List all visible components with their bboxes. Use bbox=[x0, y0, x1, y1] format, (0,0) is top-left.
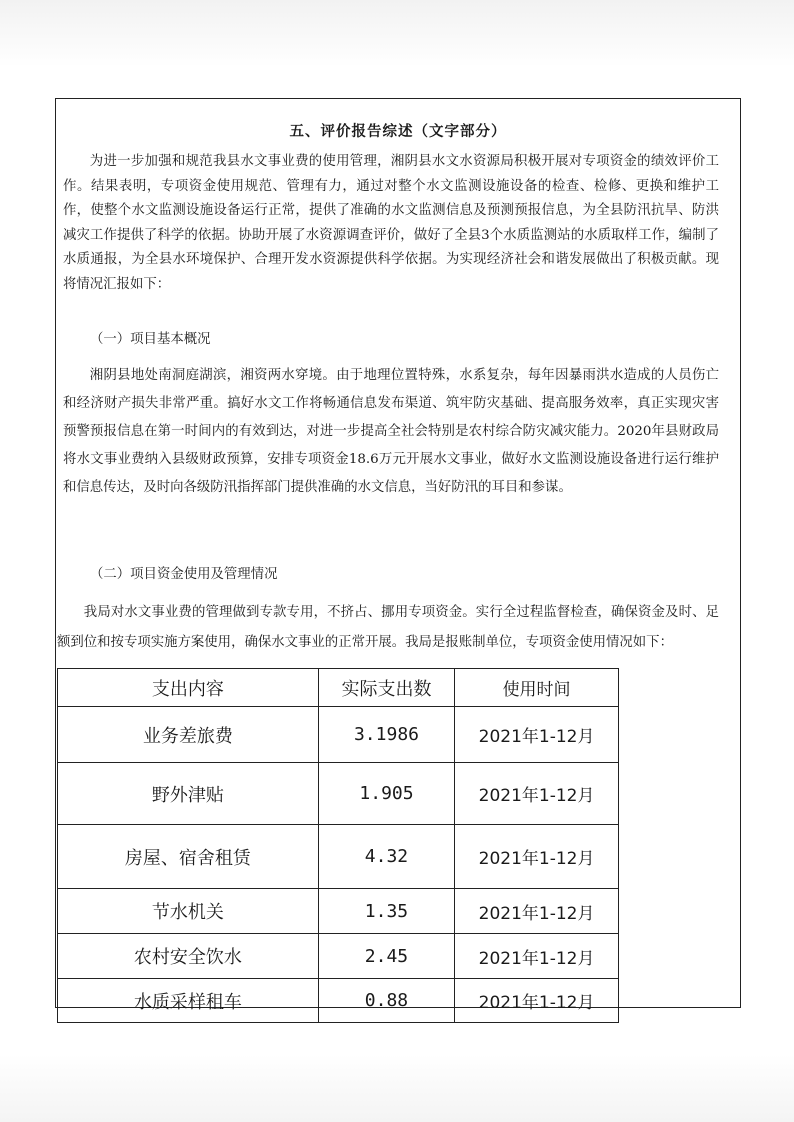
table-row bbox=[58, 825, 619, 889]
overview-paragraph: 湘阴县地处南洞庭湖滨，湘资两水穿境。由于地理位置特殊，水系复杂，每年因暴雨洪水造成的人员伤亡和经济财产损失非常严重。搞好水文工作将畅通信息发布渠道、筑牢防灾基础、提高服务效率，真正实现灾害预警预报信息在第一时间内的有效到达，对进一步提高全社会特别是农村综合防灾减灾能力。2020年县财政局将水文事业费纳入县级财政预算，安排专项资金18.6万元开展水文事业，做好水文监测设施设备进行运行维护和信息传达，及时向各级防汛指挥部门提供准确的水文信息，当好防汛的耳目和参谋。 bbox=[63, 368, 719, 495]
cell-period: 2021年1-12月 bbox=[455, 934, 619, 979]
table-row bbox=[58, 979, 619, 1023]
cell-item: 野外津贴 bbox=[58, 763, 319, 825]
cell-item: 水质采样租车 bbox=[58, 979, 319, 1023]
cell-item: 业务差旅费 bbox=[58, 707, 319, 763]
cell-amount: 1.35 bbox=[318, 889, 454, 934]
section-title: 五、评价报告综述（文字部分） bbox=[289, 123, 507, 140]
table-row bbox=[58, 889, 619, 934]
subhead-fund-usage: （二）项目资金使用及管理情况 bbox=[90, 567, 278, 582]
cell-amount: 1.905 bbox=[318, 763, 454, 825]
cell-item: 节水机关 bbox=[58, 889, 319, 934]
table-header-row bbox=[58, 669, 619, 707]
subhead-project-overview: （一）项目基本概况 bbox=[90, 332, 211, 347]
cell-period: 2021年1-12月 bbox=[455, 979, 619, 1023]
fund-usage-paragraph: 我局对水文事业费的管理做到专款专用，不挤占、挪用专项资金。实行全过程监督检查，确保资金及时、足额到位和按专项实施方案使用，确保水文事业的正常开展。我局是报账制单位，专项资金使用情况如下： bbox=[57, 605, 719, 650]
table-row bbox=[58, 934, 619, 979]
cell-period: 2021年1-12月 bbox=[455, 889, 619, 934]
cell-item: 房屋、宿舍租赁 bbox=[58, 825, 319, 889]
cell-amount: 2.45 bbox=[318, 934, 454, 979]
intro-paragraph: 为进一步加强和规范我县水文事业费的使用管理，湘阴县水文水资源局积极开展对专项资金的绩效评价工作。结果表明，专项资金使用规范、管理有力，通过对整个水文监测设施设备的检查、检修、更换和维护工作，使整个水文监测设施设备运行正常，提供了准确的水文监测信息及预测预报信息，为全县防汛抗旱、防洪减灾工作提供了科学的依据。协助开展了水资源调查评价，做好了全县3个水质监测站的水质取样工作，编制了水质通报，为全县水环境保护、合理开发水资源提供科学依据。为实现经济社会和谐发展做出了积极贡献。现将情况汇报如下： bbox=[63, 154, 719, 292]
table-row bbox=[58, 763, 619, 825]
expense-table bbox=[57, 668, 619, 1023]
cell-amount: 0.88 bbox=[318, 979, 454, 1023]
table-row bbox=[58, 707, 619, 763]
cell-amount: 3.1986 bbox=[318, 707, 454, 763]
header-period: 使用时间 bbox=[455, 669, 619, 707]
cell-item: 农村安全饮水 bbox=[58, 934, 319, 979]
cell-period: 2021年1-12月 bbox=[455, 707, 619, 763]
header-item: 支出内容 bbox=[58, 669, 319, 707]
header-amount: 实际支出数 bbox=[318, 669, 454, 707]
cell-period: 2021年1-12月 bbox=[455, 825, 619, 889]
cell-amount: 4.32 bbox=[318, 825, 454, 889]
cell-period: 2021年1-12月 bbox=[455, 763, 619, 825]
